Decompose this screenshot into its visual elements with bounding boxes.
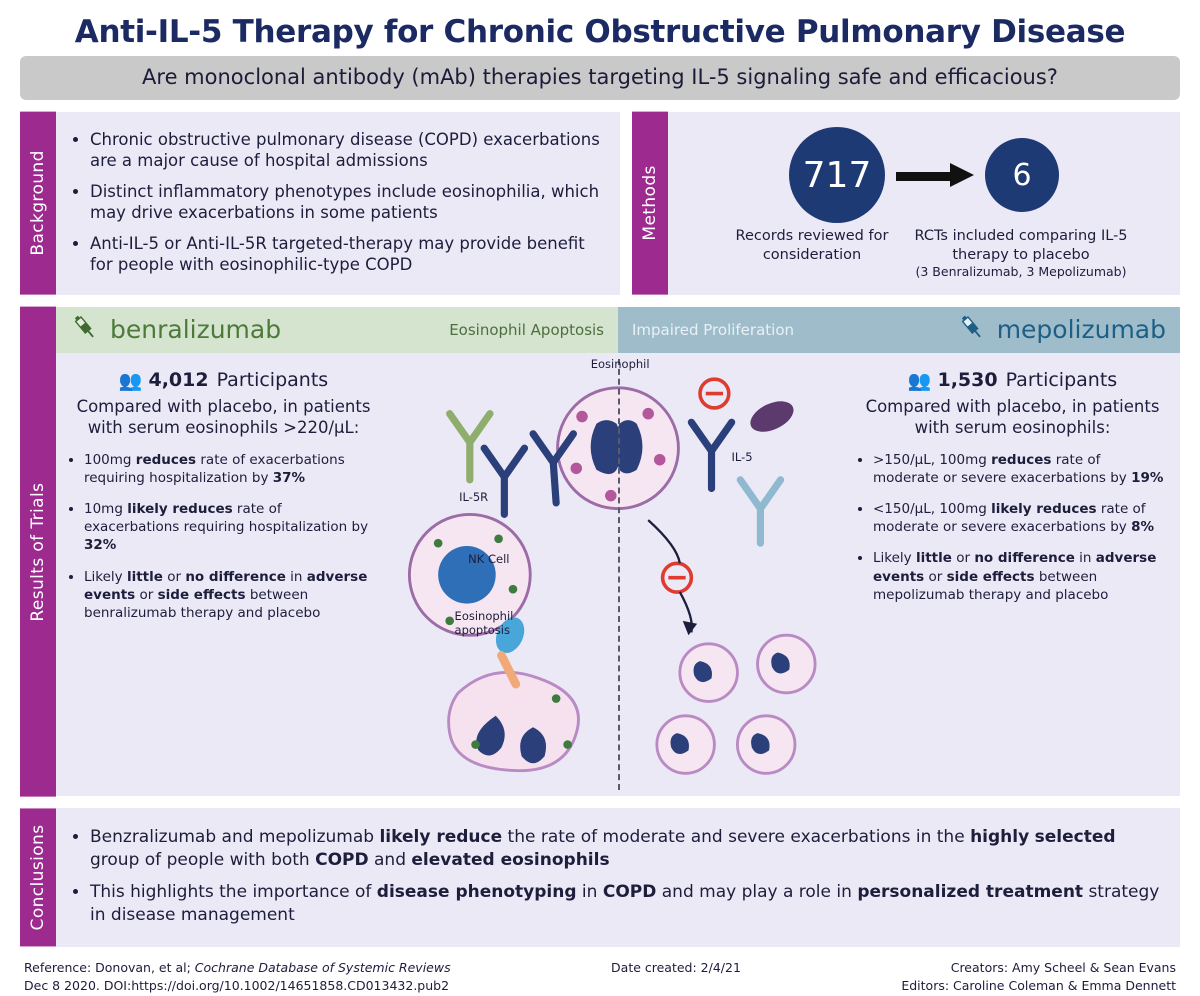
methods-tab-label: Methods bbox=[632, 112, 668, 295]
syringe-icon bbox=[957, 313, 987, 347]
footer bbox=[24, 959, 1176, 996]
benralizumab-name: benralizumab bbox=[110, 315, 282, 345]
list-item: • <150/µL, 100mg likely reduces rate of moderate or severe exacerbations by 8% bbox=[873, 500, 1168, 536]
background-panel bbox=[20, 112, 620, 295]
methods-body bbox=[668, 112, 1180, 295]
flow-arrow-icon bbox=[889, 169, 981, 181]
conclusions-panel bbox=[20, 808, 1180, 946]
results-body bbox=[56, 307, 1180, 797]
trials-subcaption: (3 Benralizumab, 3 Mepolizumab) bbox=[915, 263, 1127, 279]
mepolizumab-participants-number: 1,530 bbox=[937, 369, 998, 392]
list-item: • 10mg likely reduces rate of exacerbations requiring hospitalization by 32% bbox=[84, 500, 379, 555]
mechanism-diagram bbox=[391, 353, 845, 797]
footer-creators: Creators: Amy Scheel & Sean Evans bbox=[950, 959, 1176, 975]
trials-count-circle: 6 bbox=[985, 138, 1059, 212]
footer-editors: Editors: Caroline Coleman & Emma Dennett bbox=[901, 978, 1176, 994]
background-bullet-list bbox=[70, 129, 606, 276]
mepolizumab-mechanism-label: Impaired Proliferation bbox=[632, 320, 795, 339]
people-icon: 👥 bbox=[118, 369, 141, 392]
trials-caption-text: RCTs included comparing IL-5 therapy to placebo bbox=[914, 228, 1128, 263]
benralizumab-column bbox=[56, 353, 391, 797]
methods-flow bbox=[678, 127, 1170, 223]
benralizumab-participants-number: 4,012 bbox=[148, 369, 209, 392]
results-columns bbox=[56, 353, 1180, 797]
results-row bbox=[20, 307, 1180, 797]
methods-captions bbox=[678, 227, 1170, 279]
list-item: • This highlights the importance of disease phenotyping in COPD and may play a role in personalized treatment strategy in disease management bbox=[90, 881, 1166, 926]
records-count-circle: 717 bbox=[789, 127, 885, 223]
benralizumab-header bbox=[56, 307, 618, 353]
drug-header-bar bbox=[56, 307, 1180, 353]
conclusions-row bbox=[20, 808, 1180, 946]
footer-credits bbox=[901, 959, 1176, 996]
background-methods-row bbox=[20, 112, 1180, 295]
list-item: • Benzralizumab and mepolizumab likely reduce the rate of moderate and severe exacerbations in the highly selected group of people with both COPD and elevated eosinophils bbox=[90, 826, 1166, 871]
reference-line-2: Dec 8 2020. DOI:https://doi.org/10.1002/14651858.CD013432.pub2 bbox=[24, 978, 450, 994]
list-item: • Likely little or no difference in adverse events or side effects between mepolizumab therapy and placebo bbox=[873, 549, 1168, 604]
list-item: • Chronic obstructive pulmonary disease (COPD) exacerbations are a major cause of hospital admissions bbox=[90, 129, 606, 172]
list-item: • 100mg reduces rate of exacerbations requiring hospitalization by 37% bbox=[84, 451, 379, 487]
benralizumab-participants bbox=[68, 369, 379, 392]
nk-cell-label: NK Cell bbox=[468, 552, 510, 567]
mepolizumab-findings bbox=[857, 451, 1168, 605]
research-question-banner: Are monoclonal antibody (mAb) therapies targeting IL-5 signaling safe and efficacious? bbox=[20, 56, 1180, 100]
page-title: Anti-IL-5 Therapy for Chronic Obstructive Pulmonary Disease bbox=[74, 14, 1126, 50]
list-item: • Likely little or no difference in adverse events or side effects between benralizumab therapy and placebo bbox=[84, 568, 379, 623]
trials-caption bbox=[911, 227, 1131, 279]
records-caption: Records reviewed for consideration bbox=[735, 228, 889, 263]
mepolizumab-participants bbox=[857, 369, 1168, 392]
mepolizumab-comparison-text: Compared with placebo, in patients with serum eosinophils: bbox=[865, 396, 1160, 438]
conclusions-bullet-list bbox=[70, 826, 1166, 926]
list-item: • Anti-IL-5 or Anti-IL-5R targeted-therapy may provide benefit for people with eosinophilic-type COPD bbox=[90, 233, 606, 276]
mepolizumab-header bbox=[618, 307, 1180, 353]
benralizumab-comparison-text: Compared with placebo, in patients with serum eosinophils >220/µL: bbox=[76, 396, 371, 438]
mepolizumab-name: mepolizumab bbox=[996, 315, 1166, 345]
conclusions-body bbox=[56, 808, 1180, 946]
diagram-divider bbox=[618, 359, 620, 791]
background-tab-label: Background bbox=[20, 112, 56, 295]
mepolizumab-column bbox=[845, 353, 1180, 797]
reference-line-1: Reference: Donovan, et al; Cochrane Database of Systemic Reviews bbox=[24, 959, 451, 975]
people-icon: 👥 bbox=[907, 369, 930, 392]
list-item: • Distinct inflammatory phenotypes include eosinophilia, which may drive exacerbations in some patients bbox=[90, 181, 606, 224]
results-panel bbox=[20, 307, 1180, 797]
syringe-icon bbox=[70, 313, 100, 347]
mepolizumab-participants-label: Participants bbox=[1005, 369, 1118, 392]
il5-label: IL-5 bbox=[731, 450, 753, 465]
results-tab-label: Results of Trials bbox=[20, 307, 56, 797]
list-item: • >150/µL, 100mg reduces rate of moderate or severe exacerbations by 19% bbox=[873, 451, 1168, 487]
footer-date: Date created: 2/4/21 bbox=[611, 959, 741, 975]
eosinophil-apoptosis-label: Eosinophil apoptosis bbox=[454, 608, 514, 637]
footer-reference bbox=[24, 959, 451, 996]
benralizumab-mechanism-label: Eosinophil Apoptosis bbox=[449, 320, 604, 339]
il5r-label: IL-5R bbox=[459, 490, 489, 505]
benralizumab-findings bbox=[68, 451, 379, 623]
benralizumab-participants-label: Participants bbox=[216, 369, 329, 392]
conclusions-tab-label: Conclusions bbox=[20, 808, 56, 946]
eosinophil-label: Eosinophil bbox=[590, 357, 650, 372]
methods-panel bbox=[632, 112, 1180, 295]
background-body bbox=[56, 112, 620, 295]
